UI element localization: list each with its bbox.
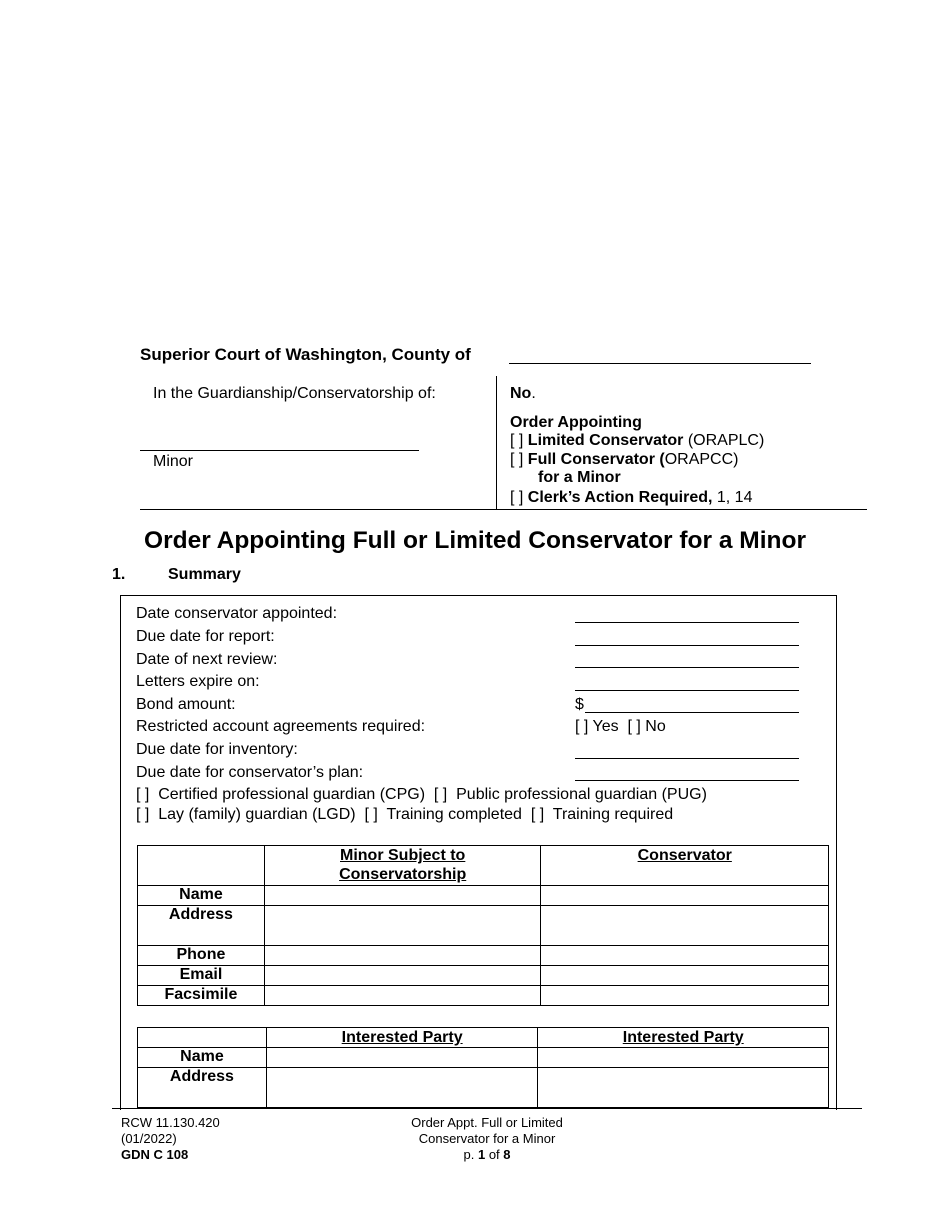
summary-row-label: Due date for conservator’s plan: <box>136 764 364 781</box>
minor-name-blank-line <box>140 450 419 451</box>
column-header-conservator: Conservator <box>541 846 829 886</box>
footer-center <box>387 1115 587 1163</box>
minor-label: Minor <box>153 453 194 470</box>
parties-table <box>137 845 829 1006</box>
page-title: Order Appointing Full or Limited Conservator for a Minor <box>144 527 806 554</box>
page-number: p. 1 of 8 <box>463 1147 511 1162</box>
input-cell[interactable] <box>541 986 829 1006</box>
interested-parties-table <box>137 1027 829 1108</box>
input-cell[interactable] <box>541 946 829 966</box>
input-cell[interactable] <box>264 906 541 946</box>
summary-row-label: Date conservator appointed: <box>136 605 338 622</box>
input-cell[interactable] <box>266 1048 538 1068</box>
court-heading: Superior Court of Washington, County of <box>140 345 471 364</box>
guardian-type-options[interactable]: [ ] Certified professional guardian (CPG) [ ] Public professional guardian (PUG) <box>136 786 707 803</box>
column-header-interested-party: Interested Party <box>266 1028 538 1048</box>
input-cell[interactable] <box>264 966 541 986</box>
summary-row-label: Restricted account agreements required: <box>136 718 426 735</box>
clerk-action-required: [ ] Clerk’s Action Required, 1, 14 <box>510 489 753 506</box>
summary-row-label: Letters expire on: <box>136 673 260 690</box>
footer-rule <box>112 1108 862 1109</box>
table-cell <box>138 1028 267 1048</box>
table-row <box>138 1048 829 1068</box>
next-review-date-field[interactable] <box>575 667 799 668</box>
option-full-conservator: [ ] Full Conservator (ORAPCC) <box>510 451 739 468</box>
letters-expire-field[interactable] <box>575 690 799 691</box>
input-cell[interactable] <box>541 886 829 906</box>
plan-due-date-field[interactable] <box>575 780 799 781</box>
section-number: 1. <box>112 566 126 583</box>
summary-row-label: Due date for inventory: <box>136 741 298 758</box>
for-a-minor-label: for a Minor <box>538 469 621 486</box>
form-date: (01/2022) <box>121 1131 177 1146</box>
bond-amount-field[interactable] <box>585 712 799 713</box>
row-label: Email <box>138 966 265 986</box>
row-label: Address <box>138 1068 267 1108</box>
table-row <box>138 966 829 986</box>
table-row <box>138 986 829 1006</box>
input-cell[interactable] <box>264 986 541 1006</box>
input-cell[interactable] <box>541 966 829 986</box>
footer-title-line2: Conservator for a Minor <box>418 1131 556 1146</box>
table-cell <box>138 846 265 886</box>
date-appointed-field[interactable] <box>575 622 799 623</box>
row-label: Address <box>138 906 265 946</box>
summary-row-label: Due date for report: <box>136 628 275 645</box>
in-the-matter-label: In the Guardianship/Conservatorship of: <box>153 385 436 402</box>
table-header-row <box>138 1028 829 1048</box>
restricted-account-choice[interactable]: [ ] Yes [ ] No <box>575 718 666 735</box>
county-blank-line <box>509 363 811 364</box>
table-row <box>138 1068 829 1108</box>
summary-row-label: Bond amount: <box>136 696 236 713</box>
summary-row-label: Date of next review: <box>136 651 278 668</box>
input-cell[interactable] <box>538 1048 829 1068</box>
caption-divider <box>496 376 497 510</box>
caption-bottom-rule <box>140 509 867 510</box>
row-label: Phone <box>138 946 265 966</box>
input-cell[interactable] <box>541 906 829 946</box>
input-cell[interactable] <box>264 946 541 966</box>
row-label: Name <box>138 886 265 906</box>
report-due-date-field[interactable] <box>575 645 799 646</box>
order-heading: Order Appointing <box>510 414 642 431</box>
row-label: Facsimile <box>138 986 265 1006</box>
form-id: GDN C 108 <box>121 1147 189 1162</box>
statute-reference: RCW 11.130.420 <box>121 1115 220 1130</box>
table-row <box>138 886 829 906</box>
input-cell[interactable] <box>538 1068 829 1108</box>
dollar-sign: $ <box>575 696 584 713</box>
table-row <box>138 946 829 966</box>
checkbox-limited[interactable]: [ ] <box>510 432 524 449</box>
footer-left <box>121 1115 220 1163</box>
option-limited-conservator: [ ] Limited Conservator (ORAPLC) <box>510 432 765 449</box>
column-header-interested-party: Interested Party <box>538 1028 829 1048</box>
inventory-due-date-field[interactable] <box>575 758 799 759</box>
input-cell[interactable] <box>266 1068 538 1108</box>
row-label: Name <box>138 1048 267 1068</box>
column-header-minor: Minor Subject to Conservatorship <box>264 846 541 886</box>
checkbox-clerk[interactable]: [ ] <box>510 489 524 506</box>
checkbox-full[interactable]: [ ] <box>510 451 524 468</box>
guardian-training-options[interactable]: [ ] Lay (family) guardian (LGD) [ ] Training completed [ ] Training required <box>136 806 674 823</box>
section-title: Summary <box>168 566 241 583</box>
footer-title-line1: Order Appt. Full or Limited <box>411 1115 563 1130</box>
table-row <box>138 906 829 946</box>
input-cell[interactable] <box>264 886 541 906</box>
case-number: No. <box>510 385 536 402</box>
table-header-row <box>138 846 829 886</box>
